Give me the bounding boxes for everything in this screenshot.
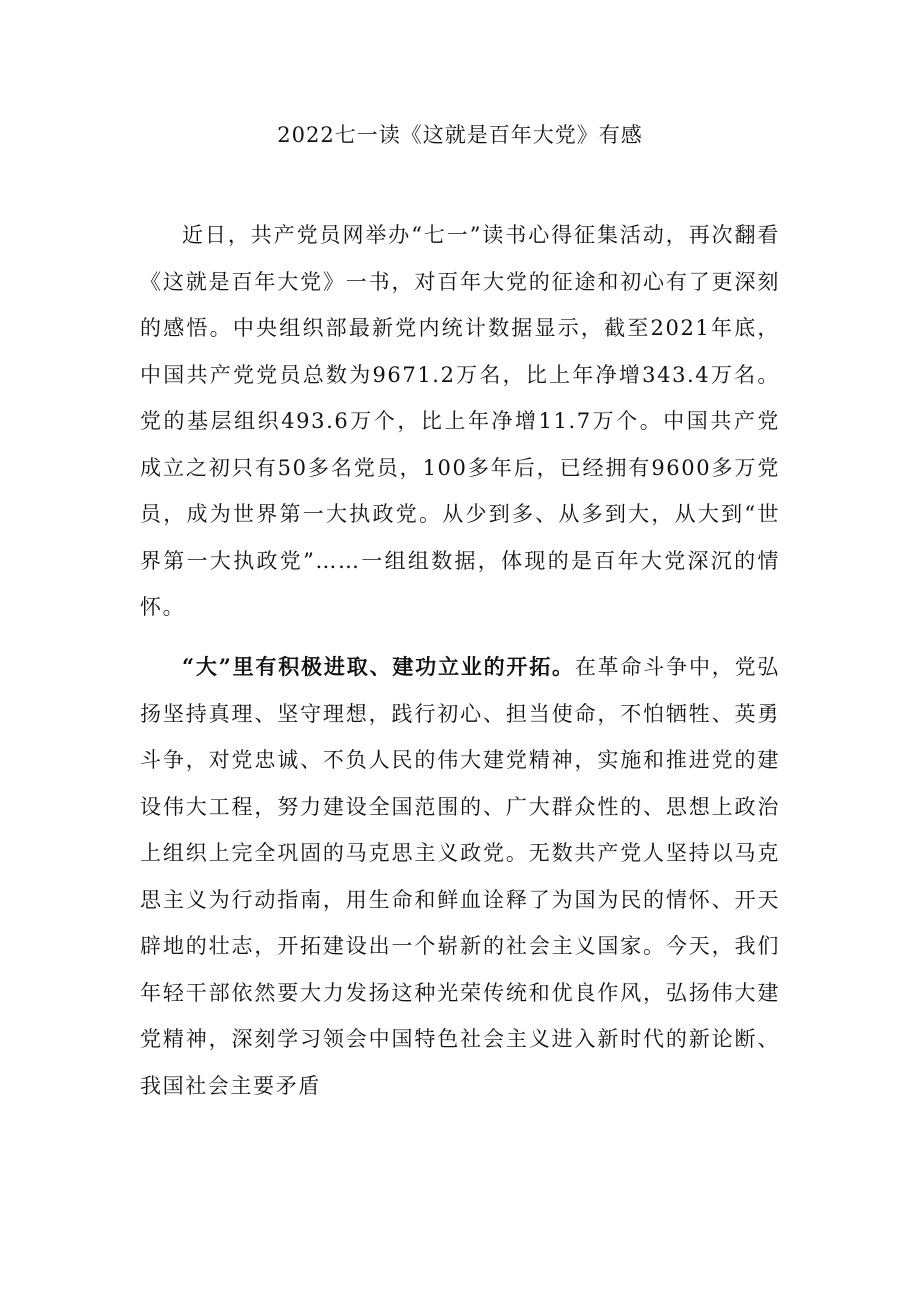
paragraph-text: 近日，共产党员网举办“七一”读书心得征集活动，再次翻看《这就是百年大党》一书，对百年大党的征途和初心有了更深刻的感悟。中央组织部最新党内统计数据显示，截至2021年底，中国共产党党员总数为9671.2万名，比上年净增343.4万名。党的基层组织493.6万个，比上年净增11.7万个。中国共产党成立之初只有50多名党员，100多年后，已经拥有9600多万党员，成为世界第一大执政党。从少到多、从多到大，从大到“世界第一大执政党”……一组组数据，体现的是百年大党深沉的情怀。 (140, 223, 780, 619)
body-paragraph (140, 212, 780, 632)
paragraph-lead-heading: “大”里有积极进取、建功立业的开拓。 (182, 654, 575, 679)
body-paragraph (140, 644, 780, 1114)
paragraph-text: 在革命斗争中，党弘扬坚持真理、坚守理想，践行初心、担当使命，不怕牺牲、英勇斗争，对党忠诚、不负人民的伟大建党精神，实施和推进党的建设伟大工程，努力建设全国范围的、广大群众性的、思想上政治上组织上完全巩固的马克思主义政党。无数共产党人坚持以马克思主义为行动指南，用生命和鲜血诠释了为国为民的情怀、开天辟地的壮志，开拓建设出一个崭新的社会主义国家。今天，我们年轻干部依然要大力发扬这种光荣传统和优良作风，弘扬伟大建党精神，深刻学习领会中国特色社会主义进入新时代的新论断、我国社会主要矛盾 (140, 655, 780, 1098)
document-title: 2022七一读《这就是百年大党》有感 (277, 123, 643, 147)
